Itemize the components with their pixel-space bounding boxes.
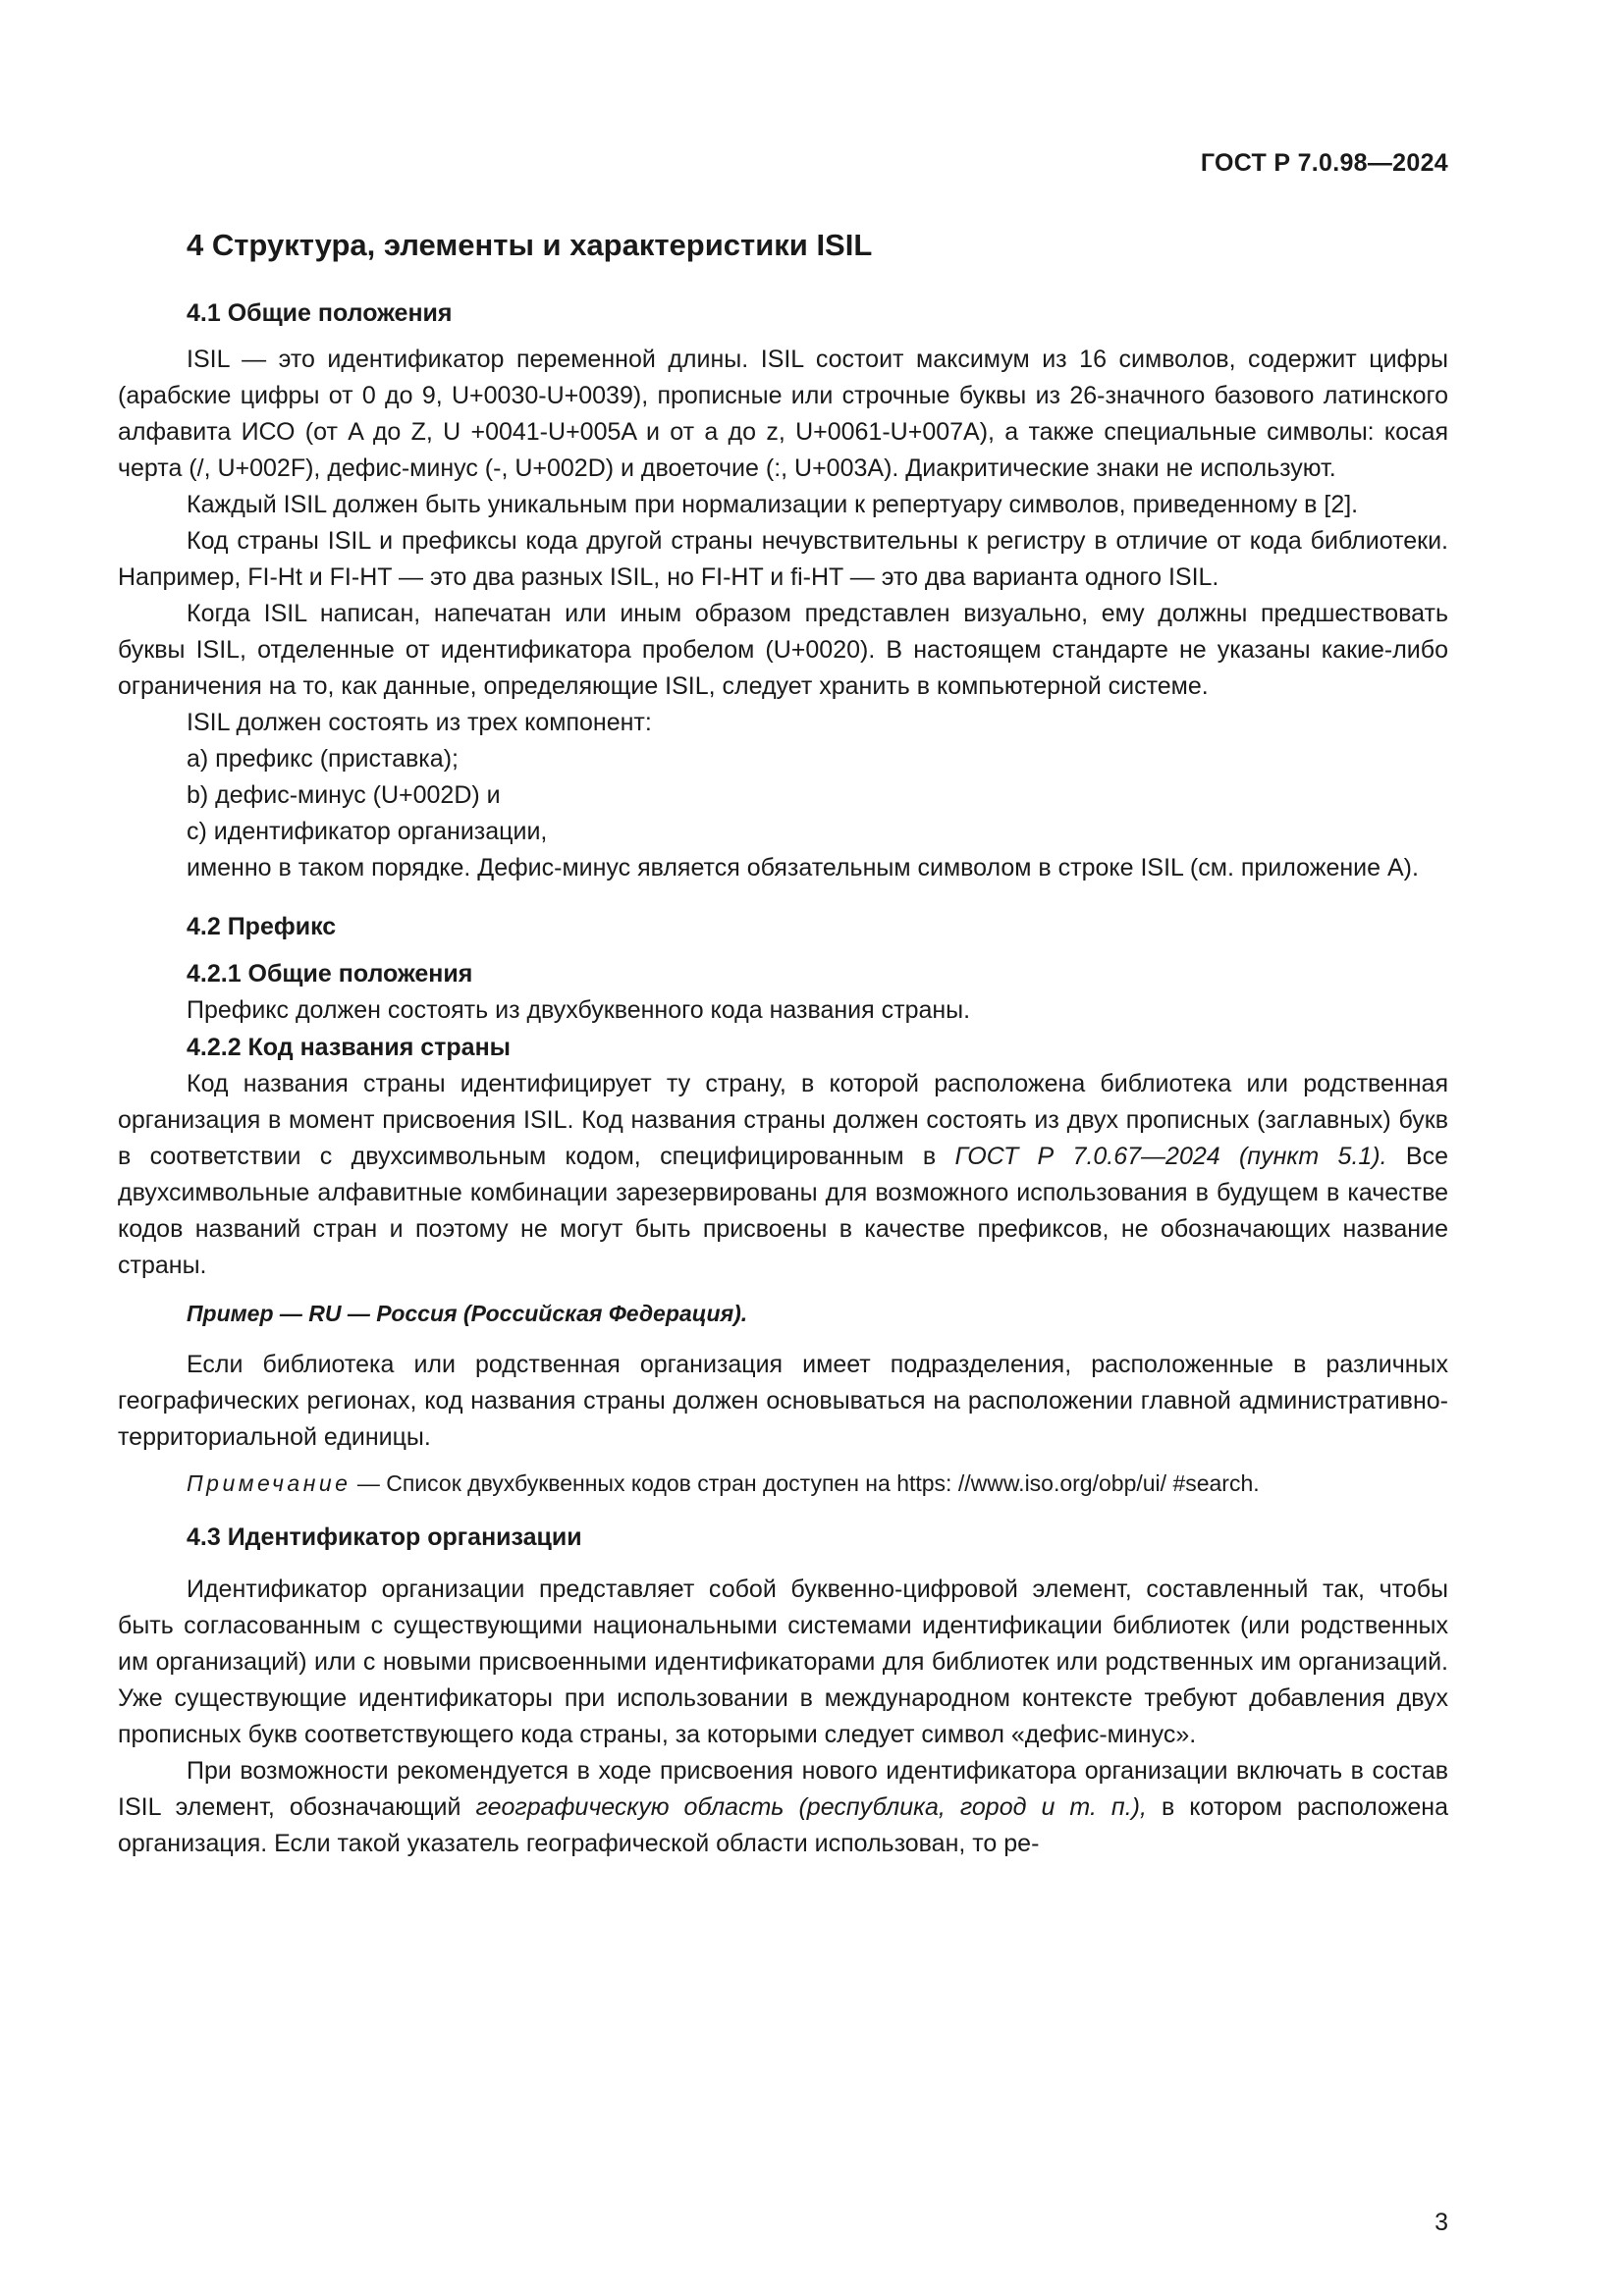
paragraph: Каждый ISIL должен быть уникальным при нормализации к репертуару символов, приведенному в [2]. <box>187 491 1359 518</box>
section-4-2-2-title: 4.2.2 Код названия страны <box>187 1034 512 1061</box>
paragraph-text: в котором расположена организация. Если такой указатель географической области использован, то ре- <box>118 1793 1449 1857</box>
paragraph <box>118 1753 1448 1862</box>
paragraph: Если библиотека или родственная организация имеет подразделения, расположенные в различных географических регионах, код названия страны должен основываться на расположении главной административно-территориальной единицы. <box>118 1351 1448 1451</box>
paragraph: ISIL — это идентификатор переменной длины. ISIL состоит максимум из 16 символов, содержит цифры (арабские цифры от 0 до 9, U+0030-U+0039), прописные или строчные буквы из 26-значного базового латинского алфавита ИСО (от A до Z, U +0041-U+005A и от a до z, U+0061-U+007A), а также специальные символы: косая черта (/, U+002F), дефис-минус (-, U+002D) и двоеточие (:, U+003A). Диакритические знаки не используют. <box>118 346 1448 482</box>
page-number: 3 <box>1435 2209 1448 2236</box>
standard-header: ГОСТ Р 7.0.98—2024 <box>1200 149 1448 177</box>
paragraph-text: Код названия страны идентифицирует ту страну, в которой расположена библиотека или родственная организация в момент присвоения ISIL. Код названия страны должен состоять из двух прописных (заглавных) букв в соответствии с двухсимвольным кодом, специфицированным в <box>118 1070 1448 1170</box>
paragraph: ISIL должен состоять из трех компонент: <box>187 709 652 736</box>
paragraph: Префикс должен состоять из двухбуквенного кода названия страны. <box>187 996 971 1024</box>
note-label: Примечание <box>187 1470 352 1496</box>
paragraph: Код страны ISIL и префиксы кода другой страны нечувствительны к регистру в отличие от кода библиотеки. Например, FI-Ht и FI-HT — это два разных ISIL, но FI-HT и fi-HT — это два варианта одного ISIL. <box>118 527 1448 591</box>
document-page <box>118 0 1448 2296</box>
list-item: a) префикс (приставка); <box>187 745 459 773</box>
paragraph-text: Все двухсимвольные алфавитные комбинации зарезервированы для возможного использования в будущем в качестве кодов названий стран и поэтому не могут быть присвоены в качестве префиксов, не обозначающих название страны. <box>118 1143 1448 1279</box>
emphasis-text: географическую область (республика, город и т. п.), <box>475 1793 1147 1821</box>
paragraph <box>118 1066 1448 1284</box>
document-body <box>118 224 1448 1862</box>
example-text: Пример — RU — Россия (Российская Федерация). <box>187 1301 748 1326</box>
paragraph: Когда ISIL написан, напечатан или иным образом представлен визуально, ему должны предшествовать буквы ISIL, отделенные от идентификатора пробелом (U+0020). В настоящем стандарте не указаны какие-либо ограничения на то, как данные, определяющие ISIL, следует хранить в компьютерной системе. <box>118 600 1448 700</box>
paragraph-text: При возможности рекомендуется в ходе присвоения нового идентификатора организации включать в состав ISIL элемент, обозначающий <box>118 1757 1448 1821</box>
section-4-title: 4 Структура, элементы и характеристики ISIL <box>187 228 873 262</box>
section-4-2-title: 4.2 Префикс <box>187 913 337 940</box>
standard-reference: ГОСТ Р 7.0.67—2024 (пункт 5.1). <box>954 1143 1387 1170</box>
note-text: — Список двухбуквенных кодов стран доступен на https: //www.iso.org/obp/ui/ #search. <box>351 1470 1260 1496</box>
paragraph: именно в таком порядке. Дефис-минус является обязательным символом в строке ISIL (см. приложение А). <box>187 854 1419 881</box>
section-4-1-title: 4.1 Общие положения <box>187 299 453 327</box>
paragraph: Идентификатор организации представляет собой буквенно-цифровой элемент, составленный так, чтобы быть согласованным с существующими национальными системами идентификации библиотек (или родственных им организаций) или с новыми присвоенными идентификаторами для библиотек или родственных им организаций. Уже существующие идентификаторы при использовании в международном контексте требуют добавления двух прописных букв соответствующего кода страны, за которыми следует символ «дефис-минус». <box>118 1575 1448 1748</box>
note <box>187 1466 1448 1501</box>
list-item: c) идентификатор организации, <box>187 818 548 845</box>
section-4-3-title: 4.3 Идентификатор организации <box>187 1523 582 1551</box>
section-4-2-1-title: 4.2.1 Общие положения <box>187 960 473 988</box>
list-item: b) дефис-минус (U+002D) и <box>187 781 501 809</box>
